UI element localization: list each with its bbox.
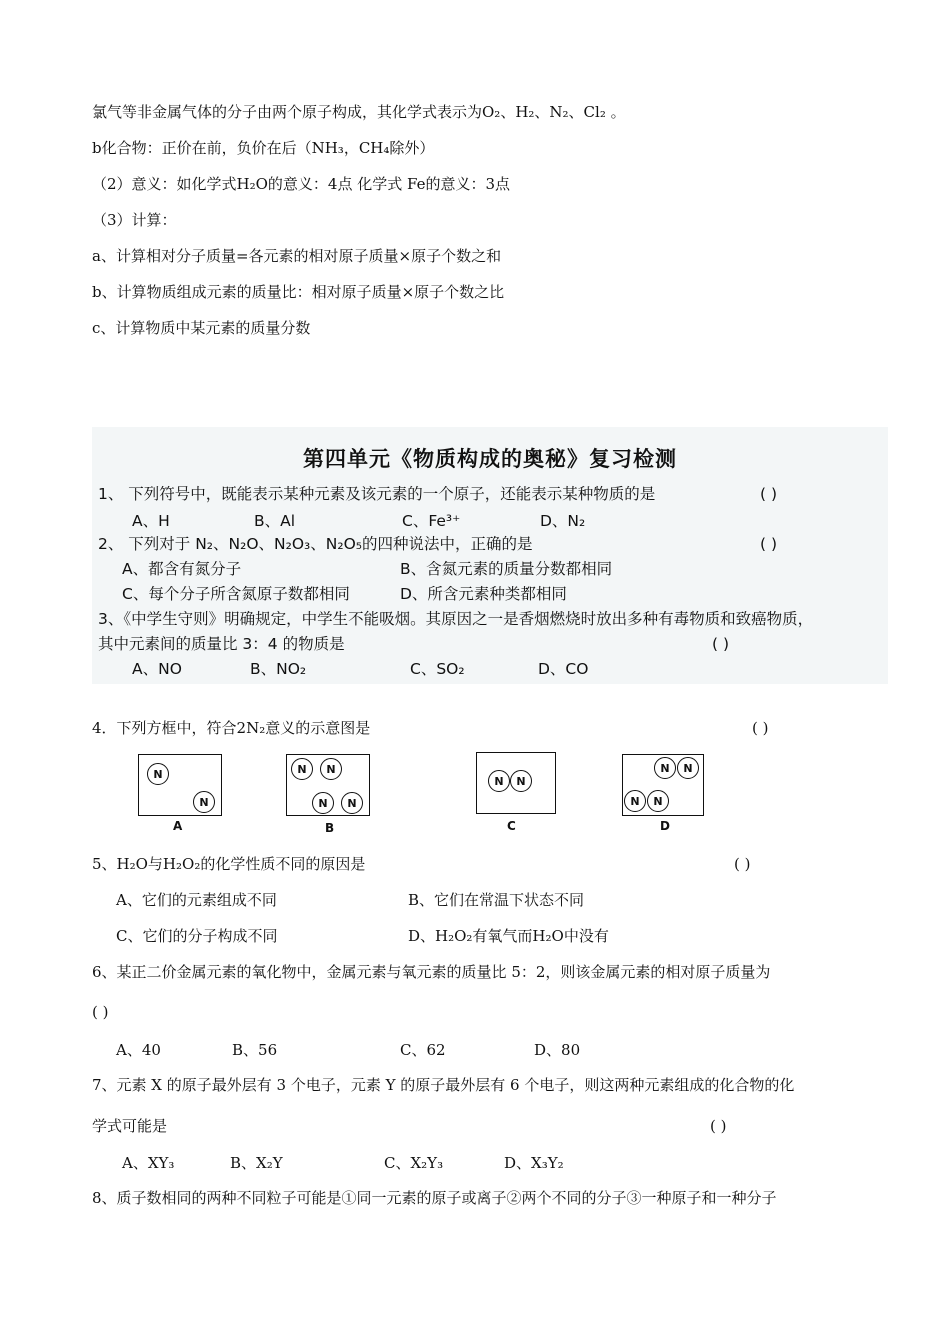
q5-text: 5、H₂O与H₂O₂的化学性质不同的原因是 (92, 855, 366, 873)
q5-option-b: B、它们在常温下状态不同 (408, 891, 585, 909)
nitrogen-atom-icon: N (510, 770, 532, 792)
q1-option-a: A、H (132, 512, 170, 530)
scanned-quiz-panel (92, 427, 888, 684)
q5-option-d: D、H₂O₂有氧气而H₂O中没有 (408, 927, 609, 945)
nitrogen-atom-icon: N (341, 792, 363, 814)
notes-line-6: b、计算物质组成元素的质量比：相对原子质量×原子个数之比 (92, 283, 505, 301)
nitrogen-atom-icon: N (147, 763, 169, 785)
diagram-a-label: A (173, 819, 183, 833)
q1-option-b: B、Al (254, 512, 296, 530)
q4-text: 4．下列方框中，符合2N₂意义的示意图是 (92, 719, 371, 737)
q5-option-a: A、它们的元素组成不同 (116, 891, 277, 909)
q8-text: 8、质子数相同的两种不同粒子可能是①同一元素的原子或离子②两个不同的分子③一种原子和一种分子 (92, 1189, 777, 1207)
q2-paren: ( ) (760, 535, 778, 553)
q7-text-line-1: 7、元素 X 的原子最外层有 3 个电子，元素 Y 的原子最外层有 6 个电子，则这两种元素组成的化合物的化 (92, 1076, 795, 1094)
q6-option-a: A、40 (116, 1041, 161, 1059)
nitrogen-atom-icon: N (624, 790, 646, 812)
diagram-c-label: C (507, 819, 516, 833)
q6-option-b: B、56 (232, 1041, 278, 1059)
nitrogen-atom-icon: N (320, 758, 342, 780)
notes-line-7: c、计算物质中某元素的质量分数 (92, 319, 311, 337)
q2-option-a: A、都含有氮分子 (122, 560, 242, 578)
q1-paren: ( ) (760, 485, 778, 503)
q7-option-b: B、X₂Y (230, 1154, 283, 1172)
q7-option-a: A、XY₃ (122, 1154, 175, 1172)
q7-text-line-2: 学式可能是 (92, 1117, 168, 1135)
q3-option-c: C、SO₂ (410, 660, 465, 678)
nitrogen-atom-icon: N (193, 791, 215, 813)
q5-option-c: C、它们的分子构成不同 (116, 927, 278, 945)
diagram-d-label: D (660, 819, 670, 833)
q2-option-d: D、所含元素种类都相同 (400, 585, 567, 603)
q3-option-d: D、CO (538, 660, 589, 678)
q2-option-b: B、含氮元素的质量分数都相同 (400, 560, 613, 578)
q7-option-c: C、X₂Y₃ (384, 1154, 444, 1172)
q3-option-a: A、NO (132, 660, 182, 678)
q2-option-c: C、每个分子所含氮原子数都相同 (122, 585, 350, 603)
nitrogen-atom-icon: N (488, 770, 510, 792)
notes-line-2: b化合物：正价在前，负价在后（NH₃，CH₄除外） (92, 139, 435, 157)
notes-line-3: （2）意义：如化学式H₂O的意义：4点 化学式 Fe的意义：3点 (92, 175, 511, 193)
nitrogen-atom-icon: N (312, 792, 334, 814)
q3-text-line-1: 3、《中学生守则》明确规定，中学生不能吸烟。其原因之一是香烟燃烧时放出多种有毒物质和致癌物质， (98, 610, 814, 628)
q6-option-c: C、62 (400, 1041, 446, 1059)
notes-line-1: 氯气等非金属气体的分子由两个原子构成，其化学式表示为O₂、H₂、N₂、Cl₂ 。 (92, 103, 626, 121)
q7-paren: ( ) (710, 1117, 727, 1135)
diagram-b-label: B (325, 821, 335, 835)
nitrogen-atom-icon: N (654, 757, 676, 779)
nitrogen-atom-icon: N (291, 758, 313, 780)
q1-text: 1、 下列符号中，既能表示某种元素及该元素的一个原子，还能表示某种物质的是 (98, 485, 656, 503)
nitrogen-atom-icon: N (677, 757, 699, 779)
q2-text: 2、 下列对于 N₂、N₂O、N₂O₃、N₂O₅的四种说法中，正确的是 (98, 535, 533, 553)
notes-line-4: （3）计算： (92, 211, 177, 229)
q1-option-c: C、Fe³⁺ (402, 512, 461, 530)
q5-paren: ( ) (734, 855, 751, 873)
q3-text-line-2: 其中元素间的质量比 3：4 的物质是 (98, 635, 345, 653)
q6-text: 6、某正二价金属元素的氧化物中，金属元素与氧元素的质量比 5：2，则该金属元素的相对原子质量为 (92, 963, 771, 981)
q6-paren: ( ) (92, 1003, 109, 1021)
nitrogen-atom-icon: N (647, 790, 669, 812)
q1-option-d: D、N₂ (540, 512, 586, 530)
quiz-title: 第四单元《物质构成的奥秘》复习检测 (303, 447, 677, 471)
notes-line-5: a、计算相对分子质量=各元素的相对原子质量×原子个数之和 (92, 247, 502, 265)
q3-paren: ( ) (712, 635, 730, 653)
q7-option-d: D、X₃Y₂ (504, 1154, 564, 1172)
q3-option-b: B、NO₂ (250, 660, 307, 678)
q4-paren: ( ) (752, 719, 769, 737)
q6-option-d: D、80 (534, 1041, 581, 1059)
